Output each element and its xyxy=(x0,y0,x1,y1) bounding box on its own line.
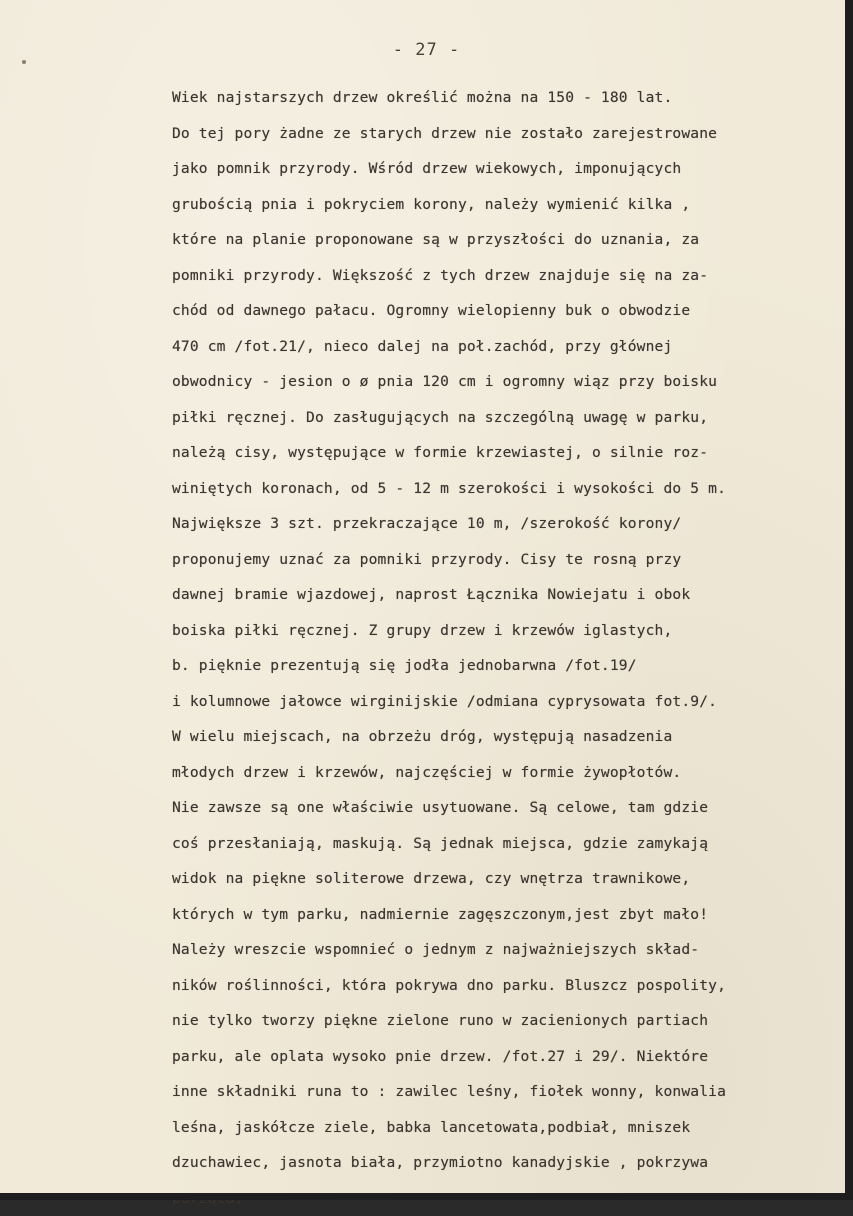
text-line: proponujemy uznać za pomniki przyrody. Cisy te rosną przy xyxy=(172,542,822,578)
text-line: W wielu miejscach, na obrzeżu dróg, występują nasadzenia xyxy=(172,719,822,755)
text-line: Należy wreszcie wspomnieć o jednym z najważniejszych skład- xyxy=(172,932,822,968)
text-line: obwodnicy - jesion o ø pnia 120 cm i ogromny wiąz przy boisku xyxy=(172,364,822,400)
text-line: dawnej bramie wjazdowej, naprost Łącznika Nowiejatu i obok xyxy=(172,577,822,613)
scan-edge-bottom xyxy=(0,1193,853,1200)
text-line: parku, ale oplata wysoko pnie drzew. /fot.27 i 29/. Niektóre xyxy=(172,1039,822,1075)
text-line: winiętych koronach, od 5 - 12 m szerokości i wysokości do 5 m. xyxy=(172,471,822,507)
margin-mark xyxy=(22,60,26,64)
text-line: widok na piękne soliterowe drzewa, czy wnętrza trawnikowe, xyxy=(172,861,822,897)
text-line: jako pomnik przyrody. Wśród drzew wiekowych, imponujących xyxy=(172,151,822,187)
text-line: młodych drzew i krzewów, najczęściej w formie żywopłotów. xyxy=(172,755,822,791)
text-line: grubością pnia i pokryciem korony, należy wymienić kilka , xyxy=(172,187,822,223)
page-number: - 27 - xyxy=(0,40,853,60)
text-line: b. pięknie prezentują się jodła jednobarwna /fot.19/ xyxy=(172,648,822,684)
text-line: Wiek najstarszych drzew określić można na 150 - 180 lat. xyxy=(172,80,822,116)
text-line: boiska piłki ręcznej. Z grupy drzew i krzewów iglastych, xyxy=(172,613,822,649)
typed-text-block xyxy=(172,80,822,1216)
text-line: których w tym parku, nadmiernie zagęszczonym,jest zbyt mało! xyxy=(172,897,822,933)
text-line: które na planie proponowane są w przyszłości do uznania, za xyxy=(172,222,822,258)
text-line: chód od dawnego pałacu. Ogromny wielopienny buk o obwodzie xyxy=(172,293,822,329)
text-line: Nie zawsze są one właściwie usytuowane. Są celowe, tam gdzie xyxy=(172,790,822,826)
text-line: i kolumnowe jałowce wirginijskie /odmiana cyprysowata fot.9/. xyxy=(172,684,822,720)
text-line: pomniki przyrody. Większość z tych drzew znajduje się na za- xyxy=(172,258,822,294)
text-line: inne składniki runa to : zawilec leśny, fiołek wonny, konwalia xyxy=(172,1074,822,1110)
text-line: parząca. xyxy=(172,1181,822,1216)
text-line: należą cisy, występujące w formie krzewiastej, o silnie roz- xyxy=(172,435,822,471)
text-line: coś przesłaniają, maskują. Są jednak miejsca, gdzie zamykają xyxy=(172,826,822,862)
text-line: Największe 3 szt. przekraczające 10 m, /szerokość korony/ xyxy=(172,506,822,542)
text-line: leśna, jaskółcze ziele, babka lancetowata,podbiał, mniszek xyxy=(172,1110,822,1146)
text-line: piłki ręcznej. Do zasługujących na szczególną uwagę w parku, xyxy=(172,400,822,436)
text-line: dzuchawiec, jasnota biała, przymiotno kanadyjskie , pokrzywa xyxy=(172,1145,822,1181)
text-line: ników roślinności, która pokrywa dno parku. Bluszcz pospolity, xyxy=(172,968,822,1004)
text-line: Do tej pory żadne ze starych drzew nie zostało zarejestrowane xyxy=(172,116,822,152)
text-line: nie tylko tworzy piękne zielone runo w zacienionych partiach xyxy=(172,1003,822,1039)
text-line: 470 cm /fot.21/, nieco dalej na poł.zachód, przy głównej xyxy=(172,329,822,365)
scan-edge-right xyxy=(845,0,853,1200)
